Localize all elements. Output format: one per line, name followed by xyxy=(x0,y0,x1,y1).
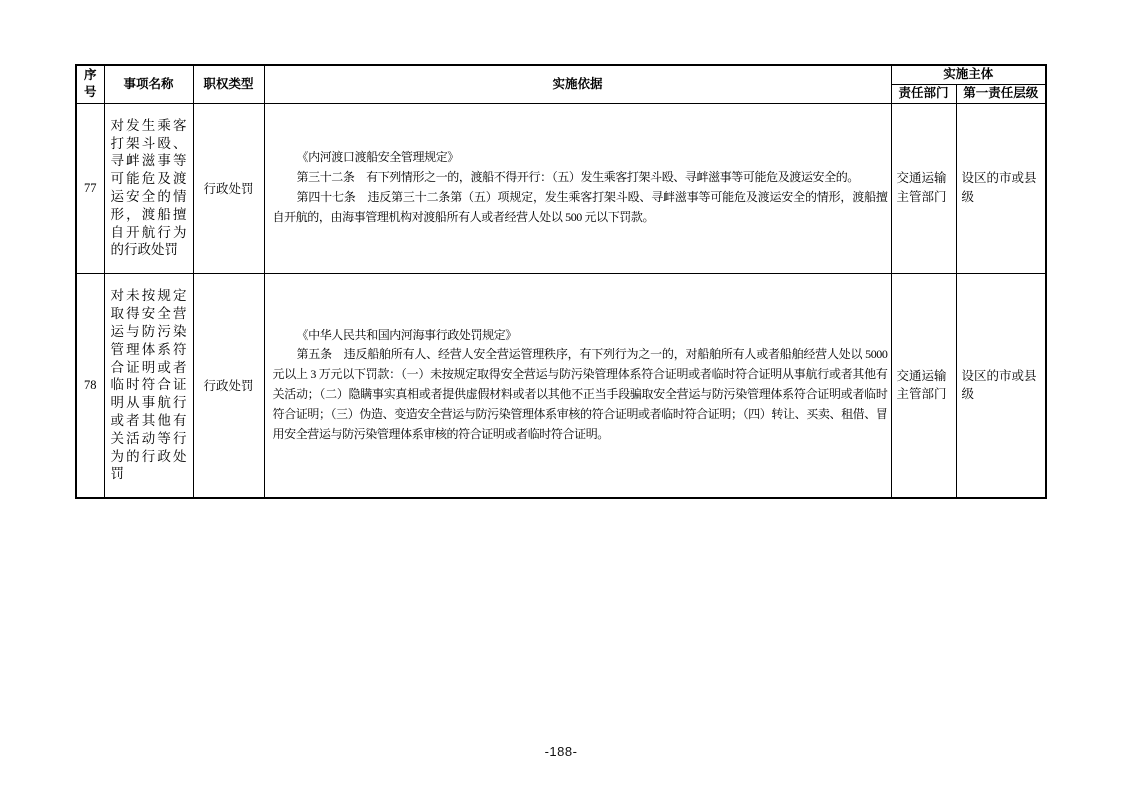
page-number: -188- xyxy=(544,744,578,759)
basis-paragraph: 第四十七条 违反第三十二条第（五）项规定，发生乘客打架斗殴、寻衅滋事等可能危及渡运安全的情形，渡船擅自开航的，由海事管理机构对渡船所有人或者经营人处以 500 元以下罚款。 xyxy=(272,190,888,224)
header-seq: 序号 xyxy=(76,65,104,103)
header-dept: 责任部门 xyxy=(891,84,956,103)
basis-paragraph: 《中华人民共和国内河海事行政处罚规定》 xyxy=(296,327,517,342)
cell-power-type: 行政处罚 xyxy=(193,103,264,273)
header-subject: 实施主体 xyxy=(891,65,1046,84)
table-row-78 xyxy=(76,273,1046,498)
cell-level: 设区的市或县级 xyxy=(956,273,1046,498)
cell-seq: 77 xyxy=(76,103,104,273)
header-level: 第一责任层级 xyxy=(956,84,1046,103)
cell-seq: 78 xyxy=(76,273,104,498)
header-item-name: 事项名称 xyxy=(104,65,193,103)
basis-paragraph: 第五条 违反船舶所有人、经营人安全营运管理秩序，有下列行为之一的，对船舶所有人或者船舶经营人处以 5000 元以上 3 万元以下罚款：（一）未按规定取得安全营运与防污染管理体系符合证明或者临时符合证明从事航行或者其他有关活动；（二）隐瞒事实真相或者提供虚假材料或者以其他不正当手段骗取安全营运与防污染管理体系符合证明或者临时符合证明；（三）伪造、变造安全营运与防污染管理体系审核的符合证明或者临时符合证明；（四）转让、买卖、租借、冒用安全营运与防污染管理体系审核的符合证明或者临时符合证明。 xyxy=(272,347,888,442)
cell-item-name: 对未按规定取得安全营运与防污染管理体系符合证明或者临时符合证明从事航行或者其他有关活动等行为的行政处罚 xyxy=(104,273,193,498)
cell-item-name: 对发生乘客打架斗殴、寻衅滋事等可能危及渡运安全的情形，渡船擅自开航行为的行政处罚 xyxy=(104,103,193,273)
table-row-77 xyxy=(76,103,1046,273)
cell-dept: 交通运输主管部门 xyxy=(891,103,956,273)
cell-basis xyxy=(264,103,891,273)
cell-level: 设区的市或县级 xyxy=(956,103,1046,273)
header-basis: 实施依据 xyxy=(264,65,891,103)
header-power-type: 职权类型 xyxy=(193,65,264,103)
authority-items-table xyxy=(75,64,1047,499)
cell-power-type: 行政处罚 xyxy=(193,273,264,498)
basis-paragraph: 《内河渡口渡船安全管理规定》 xyxy=(296,150,459,165)
cell-dept: 交通运输主管部门 xyxy=(891,273,956,498)
basis-paragraph: 第三十二条 有下列情形之一的，渡船不得开行：（五）发生乘客打架斗殴、寻衅滋事等可能危及渡运安全的。 xyxy=(296,170,859,185)
cell-basis xyxy=(264,273,891,498)
